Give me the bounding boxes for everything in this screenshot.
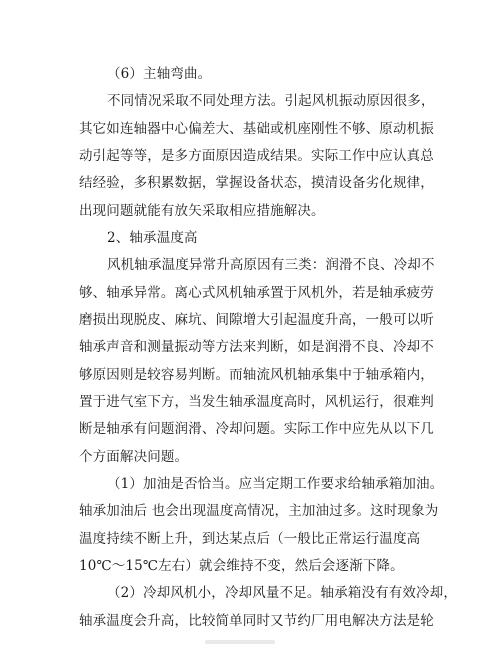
page-footer-mark	[205, 640, 275, 644]
section-heading: 2、轴承温度高	[107, 230, 198, 246]
paragraph-line: 断是轴承有问题润滑、冷却问题。实际工作中应先从以下几	[79, 421, 434, 437]
paragraph-line: （1）加油是否恰当。应当定期工作要求给轴承箱加油。	[107, 476, 444, 492]
paragraph-line: 动引起等等，是多方面原因造成结果。实际工作中应认真总	[79, 148, 434, 164]
paragraph-line: （6）主轴弯曲。	[107, 66, 212, 82]
paragraph-line: 温度持续不断上升，到达某点后（一般比正常运行温度高	[79, 531, 421, 547]
paragraph-line: 不同情况采取不同处理方法。引起风机振动原因很多，	[107, 93, 435, 109]
paragraph-line: 10℃～15℃左右）就会维持不变，然后会逐渐下降。	[79, 558, 404, 574]
paragraph-line: 风机轴承温度异常升高原因有三类：润滑不良、冷却不	[107, 257, 435, 273]
paragraph-line: （2）冷却风机小，冷却风量不足。轴承箱没有有效冷却，	[107, 585, 457, 601]
paragraph-line: 轴承声音和测量振动等方法来判断，如是润滑不良、冷却不	[79, 339, 434, 355]
paragraph-line: 个方面解决问题。	[79, 449, 189, 465]
paragraph-line: 轴承加油后 也会出现温度高情况，主加油过多。这时现象为	[79, 503, 439, 519]
paragraph-line: 置于进气室下方，当发生轴承温度高时，风机运行，很难判	[79, 394, 434, 410]
paragraph-line: 轴承温度会升高，比较简单同时又节约厂用电解决方法是轮	[79, 613, 434, 629]
paragraph-line: 磨损出现脱皮、麻坑、间隙增大引起温度升高，一般可以听	[79, 312, 434, 328]
paragraph-line: 出现问题就能有放矢采取相应措施解决。	[79, 203, 325, 219]
paragraph-line: 够、轴承异常。离心式风机轴承置于风机外，若是轴承疲劳	[79, 285, 434, 301]
paragraph-line: 其它如连轴器中心偏差大、基础或机座刚性不够、原动机振	[79, 121, 434, 137]
paragraph-line: 结经验，多积累数据，掌握设备状态，摸清设备劣化规律，	[79, 175, 434, 191]
paragraph-line: 够原因则是较容易判断。而轴流风机轴承集中于轴承箱内，	[79, 367, 434, 383]
